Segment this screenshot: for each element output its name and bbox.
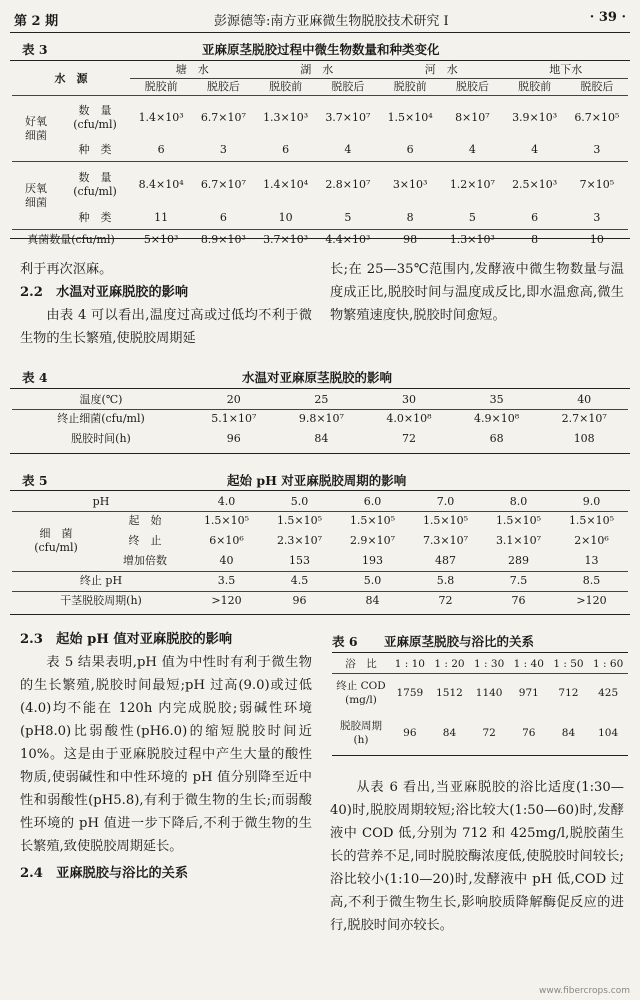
- paragraph: 由表 4 可以看出,温度过高或过低均不利于微生物的生长繁殖,使脱胶周期延: [20, 308, 312, 346]
- anaerobic-group: 厌氧 细菌: [25, 181, 47, 209]
- table-cell: >120: [211, 594, 242, 608]
- table-cell: 1.5×10⁵: [422, 514, 469, 528]
- table6-label: 表 6: [332, 634, 358, 649]
- table-cell: 3: [593, 211, 601, 225]
- water-source-label: 水 源: [54, 71, 88, 85]
- table-cell: 84: [365, 594, 380, 608]
- table4-label: 表 4: [22, 370, 48, 385]
- table-cell: 40: [219, 553, 234, 567]
- table-cell: 5.0: [290, 494, 309, 508]
- table-cell: 84: [442, 727, 457, 739]
- table-cell: 2.3×10⁷: [276, 534, 323, 547]
- table-row: [332, 673, 628, 713]
- table-cell: 4.9×10⁸: [474, 412, 520, 426]
- after-header: 脱胶后: [206, 80, 240, 93]
- row-label: 温度(℃): [79, 392, 123, 406]
- table-cell: 76: [522, 727, 536, 739]
- table-cell: 96: [226, 432, 241, 445]
- running-title: 彭源德等:南方亚麻微生物脱胶技术研究 Ⅰ: [214, 14, 449, 29]
- table-cell: 1.5×10⁵: [568, 514, 615, 528]
- table-row: [12, 429, 628, 449]
- table-cell: 712: [558, 687, 579, 700]
- table-cell: 9.0: [582, 494, 601, 508]
- table6-top-rule: [332, 652, 628, 653]
- table-cell: 425: [598, 687, 619, 700]
- table-cell: 1.4×10³: [138, 110, 184, 124]
- table-cell: 8.9×10³: [200, 232, 246, 246]
- fungi-label: 真菌数量(cfu/ml): [27, 232, 115, 246]
- after-header: 脱胶后: [331, 80, 365, 93]
- table-cell: 3.9×10³: [512, 110, 558, 124]
- paragraph: 从表 6 看出,当亚麻脱胶的浴比适度(1:30—40)时,脱胶周期较短;浴比较大(1:50—60)时,发酵液中 COD 低,分别为 712 和 425mg/l,脱胶菌生长的营养不足,同时脱胶酶浓度低,使脱胶时间较长;浴比较小(1:10—20)时,发酵液中 pH 低,COD 过高,不利于微生物生长,影响胶质降解酶促反应的进行,脱胶时间亦较长。: [330, 780, 624, 933]
- section-2-4-heading: 2.4 亚麻脱胶与浴比的关系: [20, 866, 189, 881]
- table-cell: 72: [438, 594, 453, 608]
- aerobic-group: 好氧 细菌: [25, 114, 47, 142]
- table-cell: 2.5×10³: [512, 177, 558, 191]
- table-row: [12, 162, 628, 208]
- ratio-label: 浴 比: [345, 657, 377, 670]
- table-cell: 5×10³: [143, 232, 179, 246]
- table-cell: 487: [435, 553, 456, 567]
- paragraph: 表 5 结果表明,pH 值为中性时有利于微生物的生长繁殖,脱胶时间最短;pH 过高(9.0)或过低(4.0)均不能在 120h 内完成脱胶;弱碱性环境(pH8.0)比弱酸性(pH6.0)的缩短脱胶时间近 10%。这是由于亚麻脱胶过程中产生大量的酸性物质,使弱碱性和中性环境的 pH 值分别降至近中性和弱酸性(pH5.8),有利于微生物的生长;而弱酸性环境的 pH 值进一步下降后,不利于微生物的生长繁殖,致使脱胶周期延长。: [20, 655, 312, 854]
- table-row: [12, 140, 628, 162]
- table-cell: 1 : 50: [553, 657, 584, 670]
- table-row: [12, 531, 628, 551]
- table-cell: 40: [577, 392, 592, 406]
- table3-title: 亚麻原茎脱胶过程中微生物数量和种类变化: [202, 42, 440, 57]
- table-cell: 2×10⁶: [574, 534, 609, 547]
- table-row: [332, 655, 628, 673]
- ph-label: pH: [92, 494, 110, 508]
- table-cell: 8.5: [582, 574, 601, 587]
- table-cell: 971: [518, 687, 539, 700]
- table-cell: 7×10⁵: [579, 177, 615, 191]
- before-header: 脱胶前: [269, 80, 303, 93]
- table-cell: 2.9×10⁷: [349, 534, 396, 547]
- table-cell: 4: [468, 143, 476, 157]
- table-cell: 25: [314, 392, 329, 406]
- table-cell: 4.0×10⁸: [386, 412, 432, 426]
- table-cell: 3: [219, 143, 227, 157]
- row-label: 数 量 (cfu/ml): [73, 170, 117, 198]
- row-label: 脱胶时间(h): [71, 432, 131, 445]
- table-row: [12, 208, 628, 230]
- row-label: 种 类: [78, 143, 112, 157]
- source-header: 地下水: [504, 62, 629, 79]
- table-row: [12, 571, 628, 591]
- section-2-3-heading: 2.3 起始 pH 值对亚麻脱胶的影响: [20, 632, 233, 647]
- table-cell: 108: [573, 432, 595, 445]
- table-cell: 3.7×10³: [263, 232, 309, 246]
- table-cell: 5: [468, 211, 476, 225]
- table-cell: >120: [576, 594, 607, 608]
- table-cell: 1.5×10⁴: [387, 110, 433, 124]
- table-cell: 4: [344, 143, 352, 157]
- table-cell: 1140: [475, 687, 503, 700]
- row-label: 起 始: [128, 514, 162, 528]
- table-cell: 8: [406, 211, 414, 225]
- table-cell: 153: [289, 553, 310, 567]
- table-cell: 1 : 60: [593, 657, 624, 670]
- table5-title: 起始 pH 对亚麻脱胶周期的影响: [227, 473, 407, 488]
- table3-top-rule: [10, 60, 630, 61]
- row-label: 终 止: [128, 534, 162, 547]
- paragraph: 长;在 25—35℃范围内,发酵液中微生物数量与温度成正比,脱胶时间与温度成反比,即水温愈高,微生物繁殖速度快,脱胶时间愈短。: [330, 262, 624, 323]
- table-cell: 6: [531, 211, 539, 225]
- page-number: · 39 ·: [589, 10, 626, 25]
- table-cell: 6.7×10⁷: [200, 110, 246, 124]
- right-column-text-2: [330, 776, 624, 937]
- before-header: 脱胶前: [518, 80, 552, 93]
- table-row: [12, 493, 628, 511]
- table-cell: 1 : 20: [434, 657, 465, 670]
- table-cell: 1.5×10⁵: [495, 514, 542, 528]
- running-header: [14, 10, 626, 30]
- issue-number: 第 2 期: [14, 14, 59, 29]
- table-cell: 2.7×10⁷: [561, 412, 607, 426]
- table-cell: 1.2×10⁷: [449, 177, 495, 191]
- table4-top-rule: [10, 388, 630, 389]
- table-cell: 2.8×10⁷: [325, 177, 371, 191]
- table-cell: 1759: [396, 687, 424, 700]
- table-cell: 7.5: [509, 574, 528, 587]
- period-label: 干茎脱胶周期(h): [60, 594, 142, 608]
- table-cell: 3.7×10⁷: [325, 110, 371, 124]
- source-header: 河 水: [379, 62, 504, 79]
- after-header: 脱胶后: [455, 80, 489, 93]
- table-cell: 8: [531, 232, 539, 246]
- table-cell: 84: [561, 727, 576, 739]
- table-cell: 20: [226, 392, 241, 406]
- table-row: [12, 551, 628, 571]
- table-cell: 8×10⁷: [455, 110, 490, 124]
- table-cell: 10: [589, 232, 604, 246]
- table5-caption: [22, 471, 622, 489]
- table-cell: 3.5: [217, 574, 236, 587]
- table-cell: 6: [157, 143, 165, 157]
- table5-top-rule: [10, 490, 630, 491]
- table-cell: 7.3×10⁷: [422, 534, 469, 547]
- paragraph-tail: 利于再次沤麻。: [20, 262, 113, 277]
- table5-label: 表 5: [22, 473, 48, 488]
- table6: [332, 655, 628, 753]
- table-cell: 8.4×10⁴: [138, 177, 184, 191]
- source-header: 塘 水: [130, 62, 255, 79]
- table-cell: 30: [401, 392, 416, 406]
- table5: [12, 493, 628, 611]
- table-cell: 96: [292, 594, 307, 608]
- before-header: 脱胶前: [144, 80, 178, 93]
- table3: [12, 62, 628, 250]
- table-cell: 98: [403, 232, 418, 246]
- table4: [12, 391, 628, 449]
- table-cell: 6.0: [363, 494, 382, 508]
- table-cell: 6: [219, 211, 227, 225]
- table-cell: 4.5: [290, 574, 309, 587]
- table-cell: 7.0: [436, 494, 455, 508]
- table-cell: 68: [489, 432, 504, 445]
- table-cell: 5: [344, 211, 352, 225]
- watermark: www.fibercrops.com: [539, 986, 630, 996]
- table-cell: 72: [401, 432, 416, 445]
- table-cell: 10: [278, 211, 293, 225]
- table-cell: 6.7×10⁷: [200, 177, 246, 191]
- table-cell: 11: [154, 211, 169, 225]
- table-cell: 3×10³: [392, 177, 428, 191]
- header-rule: [10, 32, 630, 33]
- row-label: 数 量 (cfu/ml): [73, 103, 117, 131]
- table-cell: 4.0: [217, 494, 236, 508]
- table6-bottom-rule: [332, 755, 628, 756]
- cod-label: 终止 COD (mg/l): [336, 680, 386, 707]
- table-cell: 104: [598, 727, 619, 739]
- table6-caption: [332, 632, 622, 650]
- row-label: 终止细菌(cfu/ml): [57, 412, 145, 426]
- table-row: [332, 713, 628, 753]
- section-2-3: [20, 628, 312, 885]
- table-row: [12, 230, 628, 250]
- table4-title: 水温对亚麻原茎脱胶的影响: [242, 370, 393, 385]
- table-cell: 5.0: [363, 574, 382, 587]
- section-2-2-heading: 2.2 水温对亚麻脱胶的影响: [20, 285, 189, 300]
- table-cell: 1.4×10⁴: [263, 177, 309, 191]
- table-cell: 96: [403, 727, 417, 739]
- table-cell: 1 : 30: [474, 657, 505, 670]
- right-column-text: [330, 258, 624, 327]
- period-label: 脱胶周期 (h): [340, 720, 382, 746]
- before-header: 脱胶前: [393, 80, 427, 93]
- bacteria-group: 细 菌 (cfu/ml): [34, 527, 78, 554]
- table-cell: 6×10⁶: [209, 534, 244, 547]
- table-cell: 3.1×10⁷: [495, 534, 542, 547]
- table-cell: 1512: [436, 687, 463, 700]
- table-cell: 5.8: [436, 574, 455, 587]
- table-cell: 193: [362, 553, 383, 567]
- table-cell: 6: [406, 143, 414, 157]
- table-cell: 6: [282, 143, 290, 157]
- table-row: [12, 511, 628, 531]
- table3-label: 表 3: [22, 42, 48, 57]
- after-header: 脱胶后: [580, 80, 614, 93]
- table-cell: 1.5×10⁵: [203, 514, 250, 528]
- source-header: 湖 水: [255, 62, 380, 79]
- table-cell: 1.3×10³: [449, 232, 495, 246]
- table-row: [12, 391, 628, 409]
- table3-caption: [22, 40, 622, 58]
- table5-bottom-rule: [10, 614, 630, 615]
- table-cell: 5.1×10⁷: [211, 412, 257, 426]
- table4-caption: [22, 368, 622, 386]
- table-cell: 35: [489, 392, 504, 406]
- table-cell: 1.5×10⁵: [276, 514, 323, 528]
- table-cell: 72: [482, 727, 496, 739]
- table-cell: 13: [584, 553, 599, 567]
- table-cell: 6.7×10⁵: [574, 110, 620, 124]
- table-cell: 84: [314, 432, 329, 445]
- table-cell: 9.8×10⁷: [298, 412, 344, 426]
- table-cell: 3: [593, 143, 601, 157]
- table-row: [12, 96, 628, 140]
- table-row: [12, 591, 628, 611]
- table-cell: 289: [508, 553, 529, 567]
- row-label: 增加倍数: [123, 553, 167, 567]
- table-cell: 76: [511, 594, 526, 608]
- table-cell: 1.3×10³: [263, 110, 309, 124]
- table-row: [12, 409, 628, 429]
- table-cell: 8.0: [509, 494, 528, 508]
- table4-bottom-rule: [10, 453, 630, 454]
- table-row: [12, 62, 628, 79]
- table-cell: 4.4×10³: [325, 232, 371, 246]
- table-cell: 4: [531, 143, 539, 157]
- table6-title: 亚麻原茎脱胶与浴比的关系: [384, 634, 535, 649]
- row-label: 种 类: [78, 211, 112, 225]
- table-cell: 1 : 10: [394, 657, 425, 670]
- end-ph-label: 终止 pH: [79, 574, 123, 587]
- table3-bottom-rule: [10, 238, 630, 239]
- table-cell: 1 : 40: [513, 657, 544, 670]
- table-cell: 1.5×10⁵: [349, 514, 396, 528]
- left-column-text: [20, 258, 312, 350]
